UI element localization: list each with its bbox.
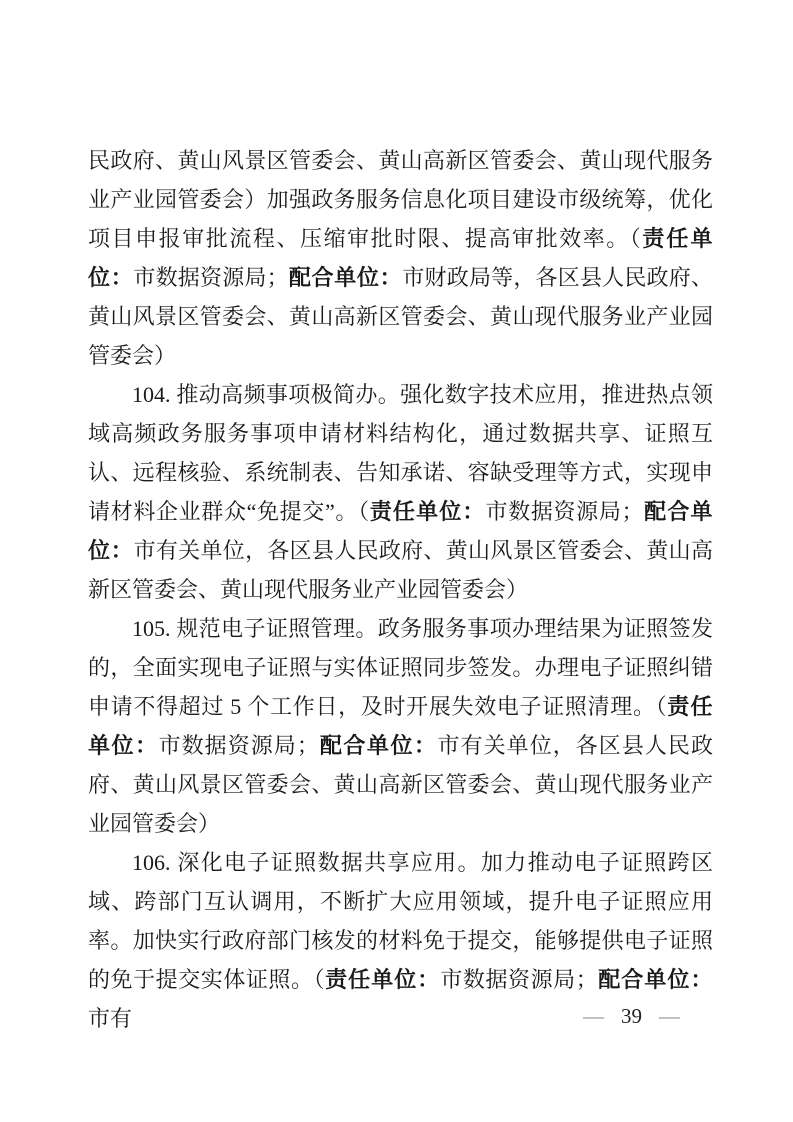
body-text: 政务服务事项办理结果为证照签发的，全面实现电子证照与实体证照同步签发。办理电子证照纠错申请不得超过 5 个工作日，及时开展失效电子证照清理。（ xyxy=(88,616,713,719)
unit-label: 责任单位： xyxy=(369,499,486,524)
body-text: 市数据资源局； xyxy=(485,499,644,524)
body-text: 市财政局等，各区县人民政府、黄山风景区管委会、黄山高新区管委会、黄山现代服务业产业园管委会） xyxy=(88,265,713,368)
body-text: 市数据资源局； xyxy=(133,265,289,290)
body-text: 市数据资源局； xyxy=(440,967,598,992)
item-title: 深化电子证照数据共享应用。 xyxy=(177,850,481,875)
item-number: 104. xyxy=(132,382,177,407)
unit-label: 责任单位： xyxy=(325,967,441,992)
body-text: 民政府、黄山风景区管委会、黄山高新区管委会、黄山现代服务业产业园管委会）加强政务服务信息化项目建设市级统筹，优化项目申报审批流程、压缩审批时限、提高审批效率。（ xyxy=(88,148,713,251)
page-number-value: 39 xyxy=(621,1004,642,1028)
document-body xyxy=(88,141,713,1038)
unit-label: 责任单位： xyxy=(88,226,713,290)
body-text: 加力推动电子证照跨区域、跨部门互认调用，不断扩大应用领域，提升电子证照应用率。加快实行政府部门核发的材料免于提交，能够提供电子证照的免于提交实体证照。（ xyxy=(88,850,713,992)
page-number xyxy=(583,1003,680,1029)
unit-label: 配合单位： xyxy=(597,967,713,992)
body-text: 强化数字技术应用，推进热点领域高频政务服务事项申请材料结构化，通过数据共享、证照互认、远程核验、系统制表、告知承诺、容缺受理等方式，实现申请材料企业群众“免提交”。（ xyxy=(88,382,713,524)
page-number-right-dash: — xyxy=(659,1004,680,1028)
paragraph-item-104 xyxy=(88,375,713,609)
paragraph-continuation xyxy=(88,141,713,375)
body-text: 市有关单位，各区县人民政府、黄山风景区管委会、黄山高新区管委会、黄山现代服务业产业园管委会） xyxy=(88,538,713,602)
body-text: 市数据资源局； xyxy=(158,733,319,758)
body-text: 市有关单位，各区县人民政府、黄山风景区管委会、黄山高新区管委会、黄山现代服务业产业园管委会） xyxy=(88,733,713,836)
item-number: 105. xyxy=(132,616,177,641)
item-number: 106. xyxy=(132,850,178,875)
unit-label: 配合单位： xyxy=(288,265,403,290)
body-text: 市有 xyxy=(88,1006,133,1031)
paragraph-item-105 xyxy=(88,609,713,843)
unit-label: 配合单位： xyxy=(318,733,438,758)
page-number-left-dash: — xyxy=(583,1004,604,1028)
unit-label: 配合单位： xyxy=(88,499,713,563)
item-title: 推动高频事项极简办。 xyxy=(176,382,401,407)
unit-label: 责任单位： xyxy=(88,694,713,758)
item-title: 规范电子证照管理。 xyxy=(176,616,378,641)
